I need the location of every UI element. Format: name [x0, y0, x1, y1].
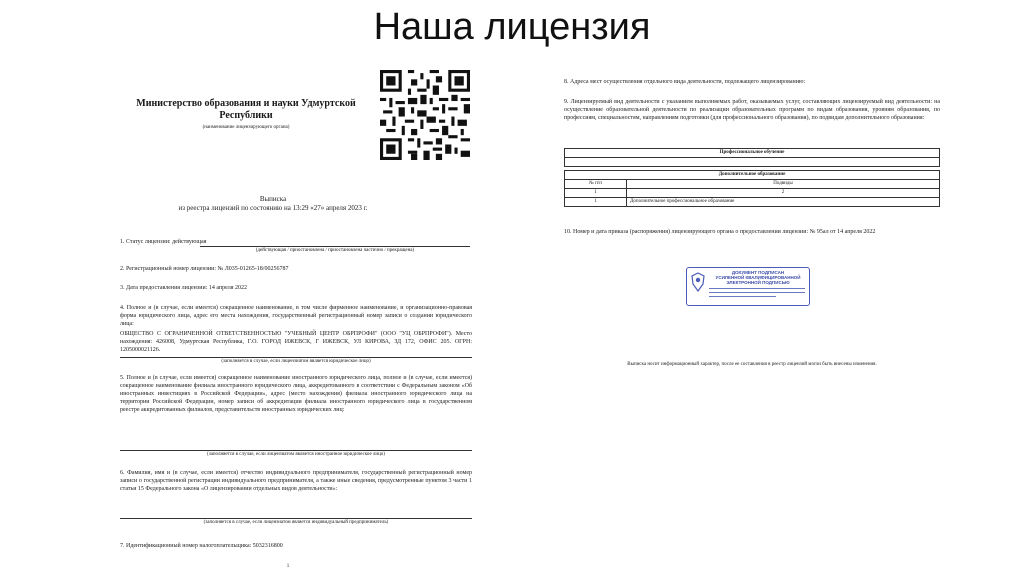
extract-subtitle: из реестра лицензий по состоянию на 13:29 «27» апреля 2023 г. — [178, 204, 368, 212]
table-row — [565, 189, 940, 198]
table-row — [565, 198, 940, 207]
professional-training-table — [564, 148, 940, 167]
page-number: 1 — [286, 564, 290, 569]
license-extract-page-1 — [88, 62, 498, 574]
table-cell: 1 — [565, 198, 627, 207]
stamp-line: ДОКУМЕНТ ПОДПИСАН — [731, 270, 785, 275]
table-cell: Дополнительное профессиональное образование — [627, 198, 940, 207]
coat-of-arms-icon — [690, 272, 706, 292]
table-row — [565, 180, 940, 189]
grant-date: 3. Дата предоставления лицензии: 14 апреля 2022 — [120, 285, 248, 291]
licensed-activity: 9. Лицензируемый вид деятельности с указанием выполняемых работ, оказываемых услуг, составляющих лицензируемый вид деятельности: на осуществление образовательной деятельности по реализации образовательных программ по видам образования, уровням образования, по профессиям, специальностям, направлениям подготовки (для профессионального образования), по подвидам дополнительного образования: — [564, 99, 940, 121]
divider — [120, 518, 472, 519]
legal-entity-value: ОБЩЕСТВО С ОГРАНИЧЕННОЙ ОТВЕТСТВЕННОСТЬЮ "УЧЕБНЫЙ ЦЕНТР ОБРПРОФИ" (ООО "УЦ ОБРПРОФИ"). Место нахождения: 426008, Удмуртская Республика, Г.О. ГОРОД ИЖЕВСК, Г ИЖЕВСК, УЛ КИРОВА, ЗД 172, ОФИС 205. ОГРН: 1205000021126. — [120, 331, 472, 353]
table-cell: 2 — [627, 189, 940, 198]
ministry-name-line1: Министерство образования и науки Удмуртской — [136, 98, 356, 109]
table-cell — [565, 158, 940, 167]
entrepreneur-caption: (заполняется в случае, если лицензиатом является индивидуальный предприниматель) — [203, 520, 389, 525]
ministry-caption: (наименование лицензирующего органа) — [202, 125, 290, 130]
foreign-entity-text: 5. Полное и (в случае, если имеется) сокращенное наименование иностранного юридического лица, полное и (в случае, если имеется) сокращенное наименование филиала иностранного юридического лица, аккредитованного в соответствии с Федеральным законом «Об иностранных инвестициях в Российской Федерации», адрес (место нахождения) филиала иностранного юридического лица на территории Российской Федерации, номер записи об аккредитации филиала иностранного юридического лица в государственном реестре аккредитованных филиалов, представительств иностранных юридических лиц: — [120, 375, 472, 413]
slide-title: Наша лицензия — [373, 6, 651, 48]
qr-code-icon — [380, 70, 470, 160]
license-status: 1. Статус лицензии: действующая — [120, 239, 207, 245]
table-header: Дополнительное образование — [565, 171, 940, 180]
table-cell: 1 — [565, 189, 627, 198]
license-extract-page-2 — [544, 62, 944, 422]
ministry-name — [118, 98, 374, 122]
footer-note: Выписка носит информационный характер, после ее составления в реестр лицензий могли быть внесены изменения. — [627, 362, 877, 367]
registration-number: 2. Регистрационный номер лицензии: № Л035-01265-18/00256787 — [120, 266, 289, 272]
stamp-line: ЭЛЕКТРОННОЙ ПОДПИСЬЮ — [726, 280, 790, 285]
additional-education-table — [564, 170, 940, 207]
divider — [200, 246, 470, 247]
ministry-name-line2: Республики — [219, 110, 273, 121]
activity-addresses: 8. Адреса мест осуществления отдельного вида деятельности, подлежащего лицензированию: — [564, 79, 806, 85]
foreign-entity-caption: (заполняется в случае, если лицензиатом является иностранное юридическое лицо) — [207, 452, 385, 457]
divider — [120, 357, 472, 358]
extract-title: Выписка — [259, 195, 287, 203]
legal-entity-caption: (заполняется в случае, если лицензиатом является юридическое лицо) — [221, 359, 371, 364]
entrepreneur-text: 6. Фамилия, имя и (в случае, если имеется) отчество индивидуального предпринимателя, государственный регистрационный номер записи о государственной регистрации индивидуального предпринимателя, а также иные сведения, предусмотренные пунктом 3 части 1 статьи 15 Федерального закона «О лицензировании отдельных видов деятельности»: — [120, 470, 472, 492]
stamp-line: УСИЛЕННОЙ КВАЛИФИЦИРОВАННОЙ — [715, 275, 801, 280]
legal-entity-intro: 4. Полное и (в случае, если имеется) сокращенное наименование, в том числе фирменное наименование, и организационно-правовая форма юридического лица, адрес его места нахождения, государственный регистрационный номер записи о создании юридического лица: — [120, 305, 472, 327]
table-cell: № п/п — [565, 180, 627, 189]
taxpayer-id: 7. Идентификационный номер налогоплательщика: 5032316800 — [120, 543, 283, 549]
electronic-signature-stamp — [686, 267, 810, 306]
license-order: 10. Номер и дата приказа (распоряжения) лицензирующего органа о предоставлении лицензии: № 95ал от 14 апреля 2022 — [564, 229, 876, 235]
divider — [120, 450, 472, 451]
table-cell: Подвиды — [627, 180, 940, 189]
table-header: Профессиональное обучение — [565, 149, 940, 158]
license-status-caption: (действующая / приостановлена / приостановлена частично / прекращена) — [255, 248, 415, 253]
